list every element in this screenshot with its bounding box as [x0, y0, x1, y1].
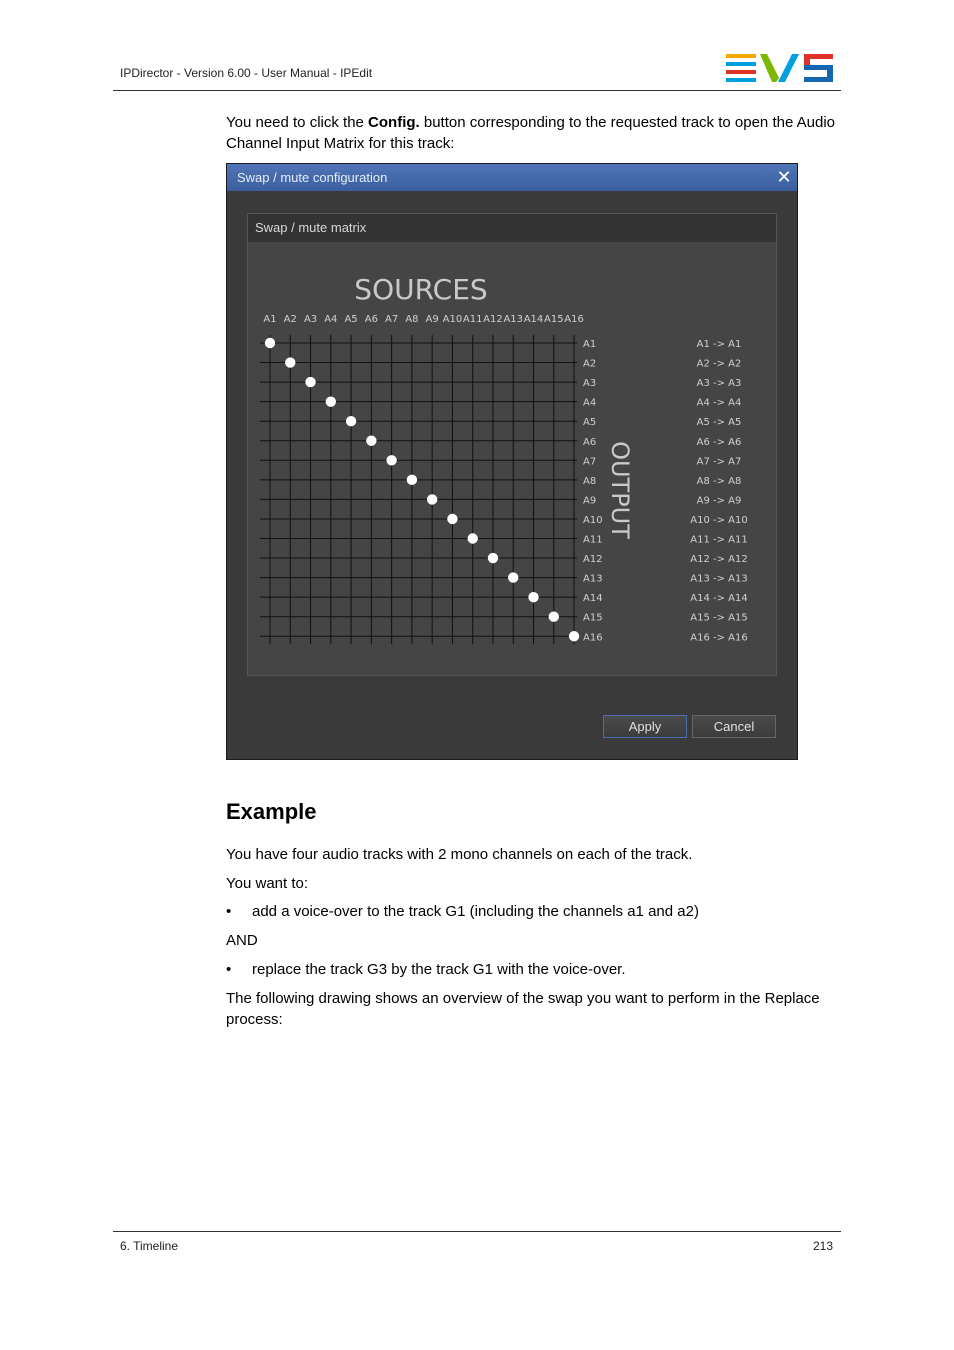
mapping-label: A5 -> A5 [696, 417, 742, 429]
logo-v-right [778, 54, 799, 82]
mapping-label: A9 -> A9 [696, 495, 742, 507]
mapping-labels [690, 339, 747, 643]
mapping-label: A7 -> A7 [696, 456, 742, 468]
matrix-dots[interactable] [265, 338, 579, 642]
bullet-text: replace the track G3 by the track G1 with the voice-over. [252, 961, 626, 978]
mapping-label: A8 -> A8 [696, 475, 742, 487]
mapping-label: A14 -> A14 [690, 593, 748, 605]
output-label-a9: A9 [583, 495, 597, 507]
source-label-a10: A10 [442, 314, 463, 325]
logo-bar-2 [726, 62, 756, 66]
matrix-dot-a14[interactable] [528, 592, 538, 602]
bullet-item [226, 959, 626, 980]
example-p1: You have four audio tracks with 2 mono channels on each of the track. [226, 846, 693, 863]
source-label-a12: A12 [483, 314, 503, 325]
source-label-a1: A1 [263, 314, 277, 325]
logo-bar-4 [726, 78, 756, 82]
mapping-label: A6 -> A6 [696, 436, 742, 448]
close-icon[interactable]: ✕ [776, 167, 792, 187]
mapping-label: A11 -> A11 [690, 534, 748, 546]
logo-bar-1 [726, 54, 756, 58]
output-label-a1: A1 [583, 339, 597, 350]
mapping-label: A4 -> A4 [696, 397, 742, 409]
output-label-a5: A5 [583, 417, 597, 429]
source-label-a5: A5 [344, 314, 358, 325]
logo-v-left [760, 54, 779, 82]
source-label-a14: A14 [523, 314, 544, 325]
group-title: Swap / mute matrix [248, 214, 776, 242]
matrix-dot-a10[interactable] [447, 514, 457, 524]
footer-rule [113, 1231, 841, 1232]
output-label-a8: A8 [583, 475, 597, 487]
output-label-a12: A12 [583, 554, 603, 566]
apply-button[interactable]: Apply [603, 715, 687, 738]
example-p2: You want to: [226, 875, 309, 892]
bullet-item [226, 901, 699, 922]
bullet-text: add a voice-over to the track G1 (including the channels a1 and a2) [252, 903, 699, 920]
output-label-a7: A7 [583, 456, 597, 468]
source-label-a6: A6 [364, 314, 378, 325]
source-label-a13: A13 [503, 314, 524, 325]
mapping-label: A13 -> A13 [690, 573, 748, 585]
output-label-a14: A14 [583, 593, 603, 605]
swap-mute-dialog [226, 163, 798, 760]
output-label-a16: A16 [583, 632, 603, 644]
matrix-dot-a8[interactable] [407, 475, 417, 485]
mapping-label: A1 -> A1 [696, 339, 742, 350]
output-label-a6: A6 [583, 436, 597, 448]
header-title: IPDirector - Version 6.00 - User Manual - IPEdit [120, 66, 373, 80]
source-label-a16: A16 [564, 314, 584, 325]
audio-matrix[interactable] [248, 242, 776, 675]
matrix-dot-a11[interactable] [468, 533, 478, 543]
source-label-a9: A9 [425, 314, 439, 325]
mapping-label: A12 -> A12 [690, 554, 748, 566]
mapping-label: A15 -> A15 [690, 612, 748, 624]
mapping-label: A10 -> A10 [690, 514, 748, 526]
matrix-dot-a16[interactable] [569, 631, 579, 641]
source-label-a4: A4 [324, 314, 338, 325]
source-label-a8: A8 [405, 314, 419, 325]
output-label-a10: A10 [583, 514, 603, 526]
matrix-dot-a6[interactable] [366, 436, 376, 446]
page-number: 213 [812, 1239, 833, 1253]
mapping-label: A3 -> A3 [696, 378, 742, 390]
cancel-button[interactable]: Cancel [692, 715, 776, 738]
output-labels [583, 339, 603, 643]
matrix-dot-a1[interactable] [265, 338, 275, 348]
matrix-dot-a15[interactable] [549, 612, 559, 622]
output-label-a13: A13 [583, 573, 603, 585]
footer-section: 6. Timeline [120, 1239, 179, 1253]
output-label-a3: A3 [583, 378, 597, 390]
example-p3: The following drawing shows an overview of the swap you want to perform in the Replace process: [226, 990, 820, 1028]
mapping-label: A2 -> A2 [696, 358, 742, 370]
source-label-a11: A11 [462, 314, 483, 325]
dialog-title: Swap / mute configuration [237, 170, 388, 185]
dialog-titlebar [227, 164, 797, 191]
source-label-a15: A15 [543, 314, 564, 325]
matrix-dot-a5[interactable] [346, 416, 356, 426]
logo-bar-3 [726, 70, 756, 74]
output-label-a4: A4 [583, 397, 597, 409]
mapping-label: A16 -> A16 [690, 632, 748, 644]
output-label-a2: A2 [583, 358, 597, 370]
source-label-a2: A2 [283, 314, 297, 325]
example-heading: Example [226, 799, 317, 824]
and-text: AND [226, 932, 258, 949]
sources-label: SOURCES [354, 273, 488, 306]
bullet-dot-icon: • [226, 961, 232, 978]
output-label: OUTPUT [606, 441, 634, 539]
output-label-a15: A15 [583, 612, 603, 624]
matrix-dot-a4[interactable] [326, 396, 336, 406]
intro-paragraph [226, 112, 841, 154]
evs-logo [726, 54, 834, 82]
source-label-a3: A3 [303, 314, 318, 325]
matrix-dot-a12[interactable] [488, 553, 498, 563]
swap-mute-matrix-group [247, 213, 777, 676]
matrix-dot-a7[interactable] [386, 455, 396, 465]
logo-s-bottom [804, 77, 833, 82]
matrix-dot-a9[interactable] [427, 494, 437, 504]
matrix-dot-a2[interactable] [285, 357, 295, 367]
bullet-dot-icon: • [226, 903, 232, 920]
source-label-a7: A7 [385, 314, 399, 325]
intro-bold: Config. [368, 114, 420, 131]
matrix-dot-a13[interactable] [508, 572, 518, 582]
header-rule [113, 90, 841, 91]
source-labels [263, 314, 583, 325]
intro-before: You need to click the [226, 114, 369, 131]
matrix-dot-a3[interactable] [305, 377, 315, 387]
output-label-a11: A11 [583, 534, 603, 546]
intro-after: button corresponding to the requested track to open the Audio Channel Input Matrix for this track: [226, 114, 835, 152]
